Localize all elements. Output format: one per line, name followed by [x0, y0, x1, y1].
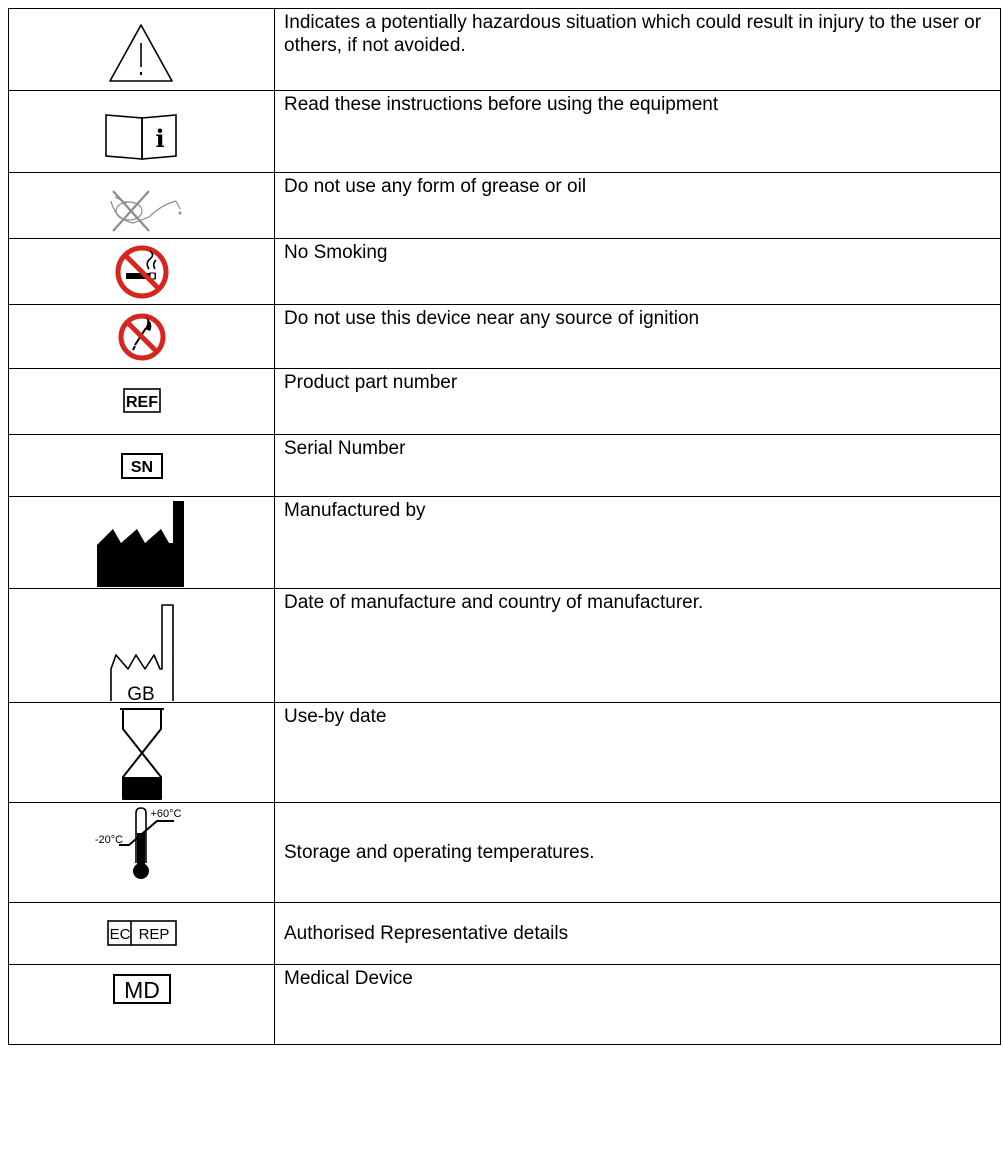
medical-device-icon [9, 965, 274, 1045]
svg-text:GB: GB [127, 684, 155, 703]
manufacturer-icon [9, 497, 274, 589]
svg-text:+60°C: +60°C [150, 808, 182, 820]
description-cell: Indicates a potentially hazardous situation which could result in injury to the user or others, if not avoided. [275, 9, 1001, 91]
svg-text:SN: SN [130, 459, 154, 476]
symbol-cell [9, 305, 275, 369]
table-row [9, 305, 1001, 369]
description-cell: No Smoking [275, 239, 1001, 305]
use-by-date-icon [9, 703, 274, 803]
table-row [9, 9, 1001, 91]
symbol-cell [9, 369, 275, 435]
symbol-cell [9, 965, 275, 1045]
svg-text:-20°C: -20°C [94, 834, 124, 846]
table-row [9, 589, 1001, 703]
symbol-cell [9, 497, 275, 589]
description-cell: Product part number [275, 369, 1001, 435]
description-cell: Authorised Representative details [275, 903, 1001, 965]
table-row [9, 91, 1001, 173]
description-cell: Do not use this device near any source of ignition [275, 305, 1001, 369]
symbol-cell [9, 589, 275, 703]
symbol-cell [9, 9, 275, 91]
description-cell: Medical Device [275, 965, 1001, 1045]
symbols-table [8, 8, 1001, 1045]
table-row [9, 239, 1001, 305]
symbol-cell [9, 239, 275, 305]
description-cell: Do not use any form of grease or oil [275, 173, 1001, 239]
read-instructions-icon [9, 91, 274, 173]
table-row [9, 173, 1001, 239]
no-grease-oil-icon [9, 173, 274, 239]
table-row [9, 435, 1001, 497]
temperature-limit-icon [9, 803, 274, 903]
ec-rep-icon [9, 903, 274, 965]
table-row [9, 803, 1001, 903]
description-cell: Date of manufacture and country of manufacturer. [275, 589, 1001, 703]
table-row [9, 497, 1001, 589]
symbol-cell [9, 435, 275, 497]
table-row [9, 903, 1001, 965]
svg-text:EC: EC [109, 926, 131, 943]
no-smoking-icon [9, 239, 274, 305]
date-of-manufacture-icon [9, 589, 274, 703]
description-cell: Manufactured by [275, 497, 1001, 589]
description-cell: Read these instructions before using the equipment [275, 91, 1001, 173]
description-cell: Use-by date [275, 703, 1001, 803]
symbol-cell [9, 803, 275, 903]
symbol-cell [9, 173, 275, 239]
table-row [9, 369, 1001, 435]
svg-text:REP: REP [138, 926, 170, 943]
table-row [9, 965, 1001, 1045]
svg-text:i: i [155, 124, 165, 153]
warning-triangle-icon [9, 9, 274, 91]
svg-text:MD: MD [124, 977, 160, 1003]
description-cell: Serial Number [275, 435, 1001, 497]
symbol-cell [9, 91, 275, 173]
ref-icon [9, 369, 274, 435]
symbol-cell [9, 903, 275, 965]
table-row [9, 703, 1001, 803]
description-cell: Storage and operating temperatures. [275, 803, 1001, 903]
symbol-cell [9, 703, 275, 803]
serial-number-icon [9, 435, 274, 497]
no-ignition-icon [9, 305, 274, 369]
svg-text:REF: REF [126, 394, 158, 411]
